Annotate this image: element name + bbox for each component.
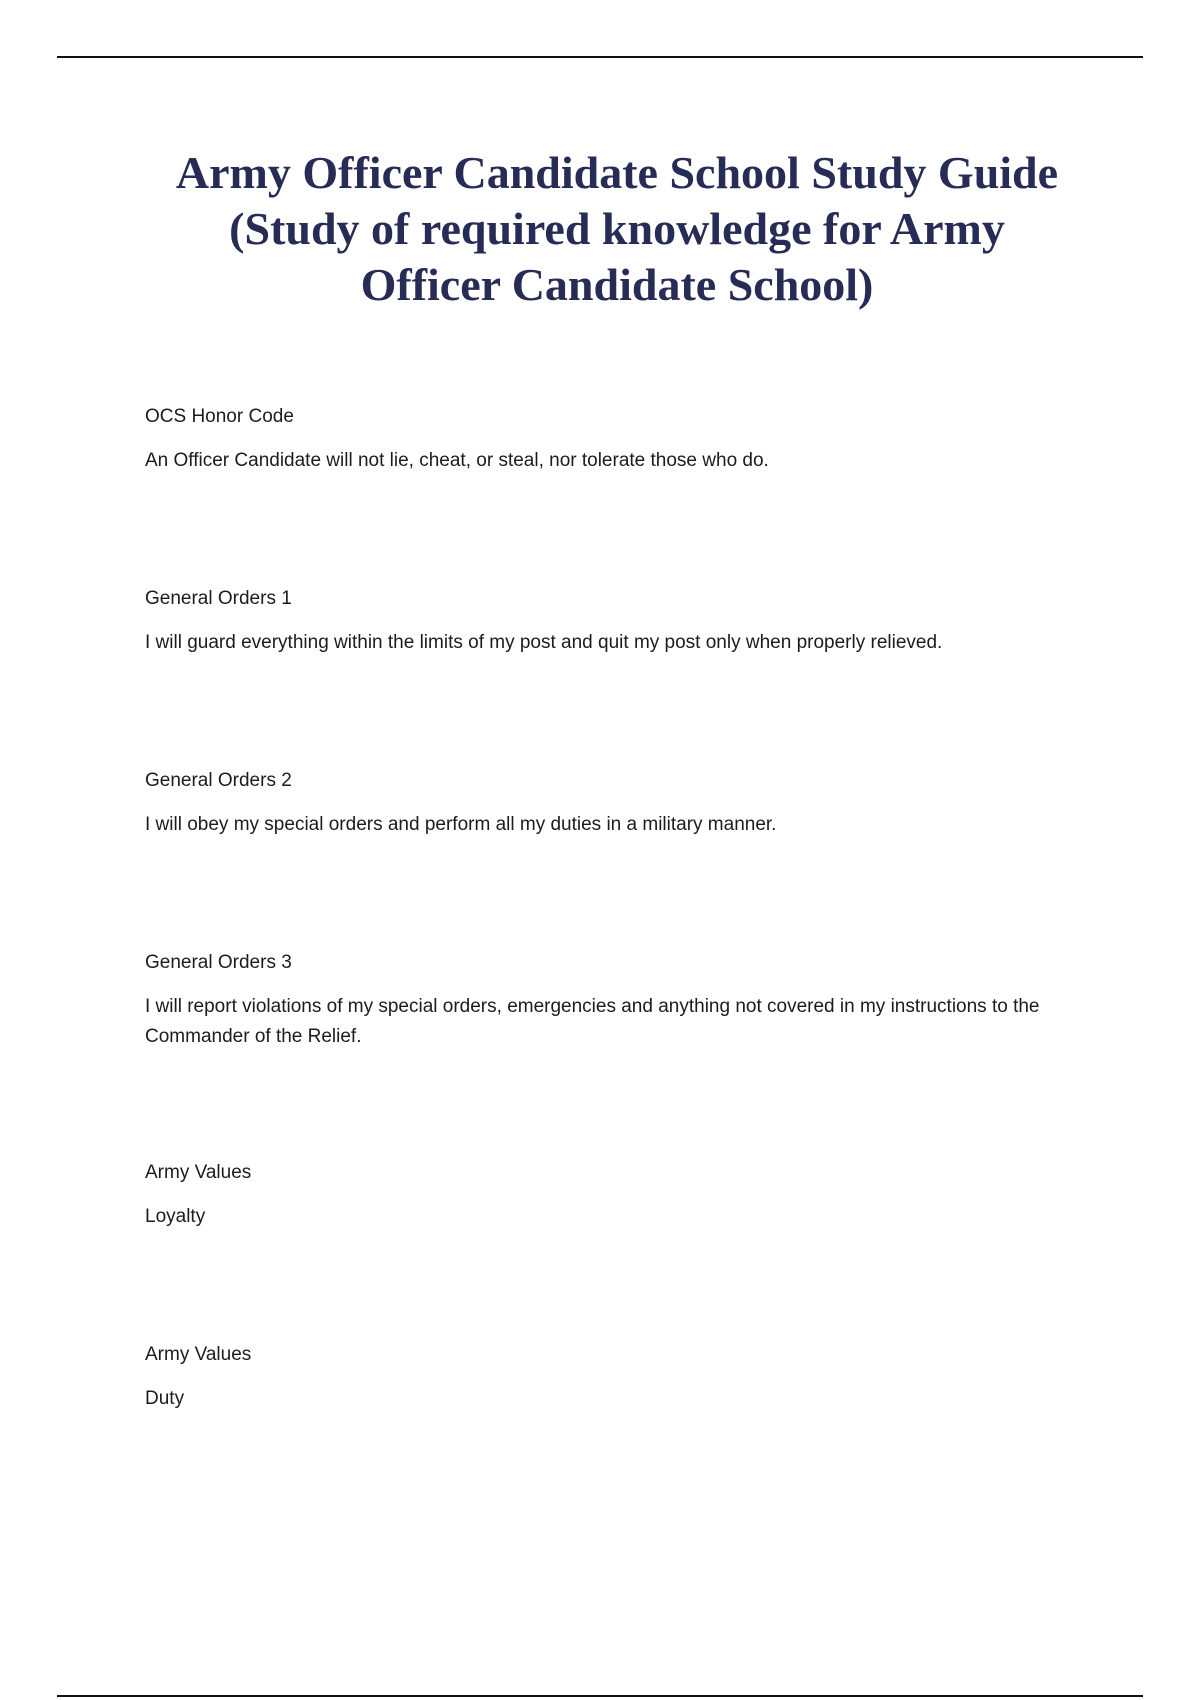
title-line: Army Officer Candidate School Study Guide [175, 147, 1059, 198]
study-item-general-orders-1 [145, 584, 1095, 658]
study-item-general-orders-2 [145, 766, 1095, 840]
study-definition: An Officer Candidate will not lie, cheat, or steal, nor tolerate those who do. [145, 450, 769, 471]
study-item-general-orders-3 [145, 948, 1095, 1052]
study-term: OCS Honor Code [145, 406, 294, 427]
study-term: General Orders 1 [145, 588, 292, 609]
study-term: General Orders 3 [145, 952, 292, 973]
study-term: Army Values [145, 1162, 252, 1183]
study-item-ocs-honor-code [145, 402, 1095, 476]
header-rule [57, 56, 1143, 58]
document-title [120, 145, 1114, 313]
study-term: General Orders 2 [145, 770, 292, 791]
title-line: (Study of required knowledge for Army [229, 203, 1005, 254]
study-item-army-values-duty [145, 1340, 1095, 1414]
study-definition: Duty [145, 1388, 185, 1409]
study-definition: I will obey my special orders and perform all my duties in a military manner. [145, 814, 777, 835]
footer-rule [57, 1695, 1143, 1697]
study-term: Army Values [145, 1344, 252, 1365]
study-definition: I will report violations of my special orders, emergencies and anything not covered in my instructions to the Commander of the Relief. [145, 996, 1040, 1047]
study-definition: Loyalty [145, 1206, 206, 1227]
study-definition: I will guard everything within the limits of my post and quit my post only when properly relieved. [145, 632, 943, 653]
study-item-army-values-loyalty [145, 1158, 1095, 1232]
title-line: Officer Candidate School) [360, 259, 874, 310]
